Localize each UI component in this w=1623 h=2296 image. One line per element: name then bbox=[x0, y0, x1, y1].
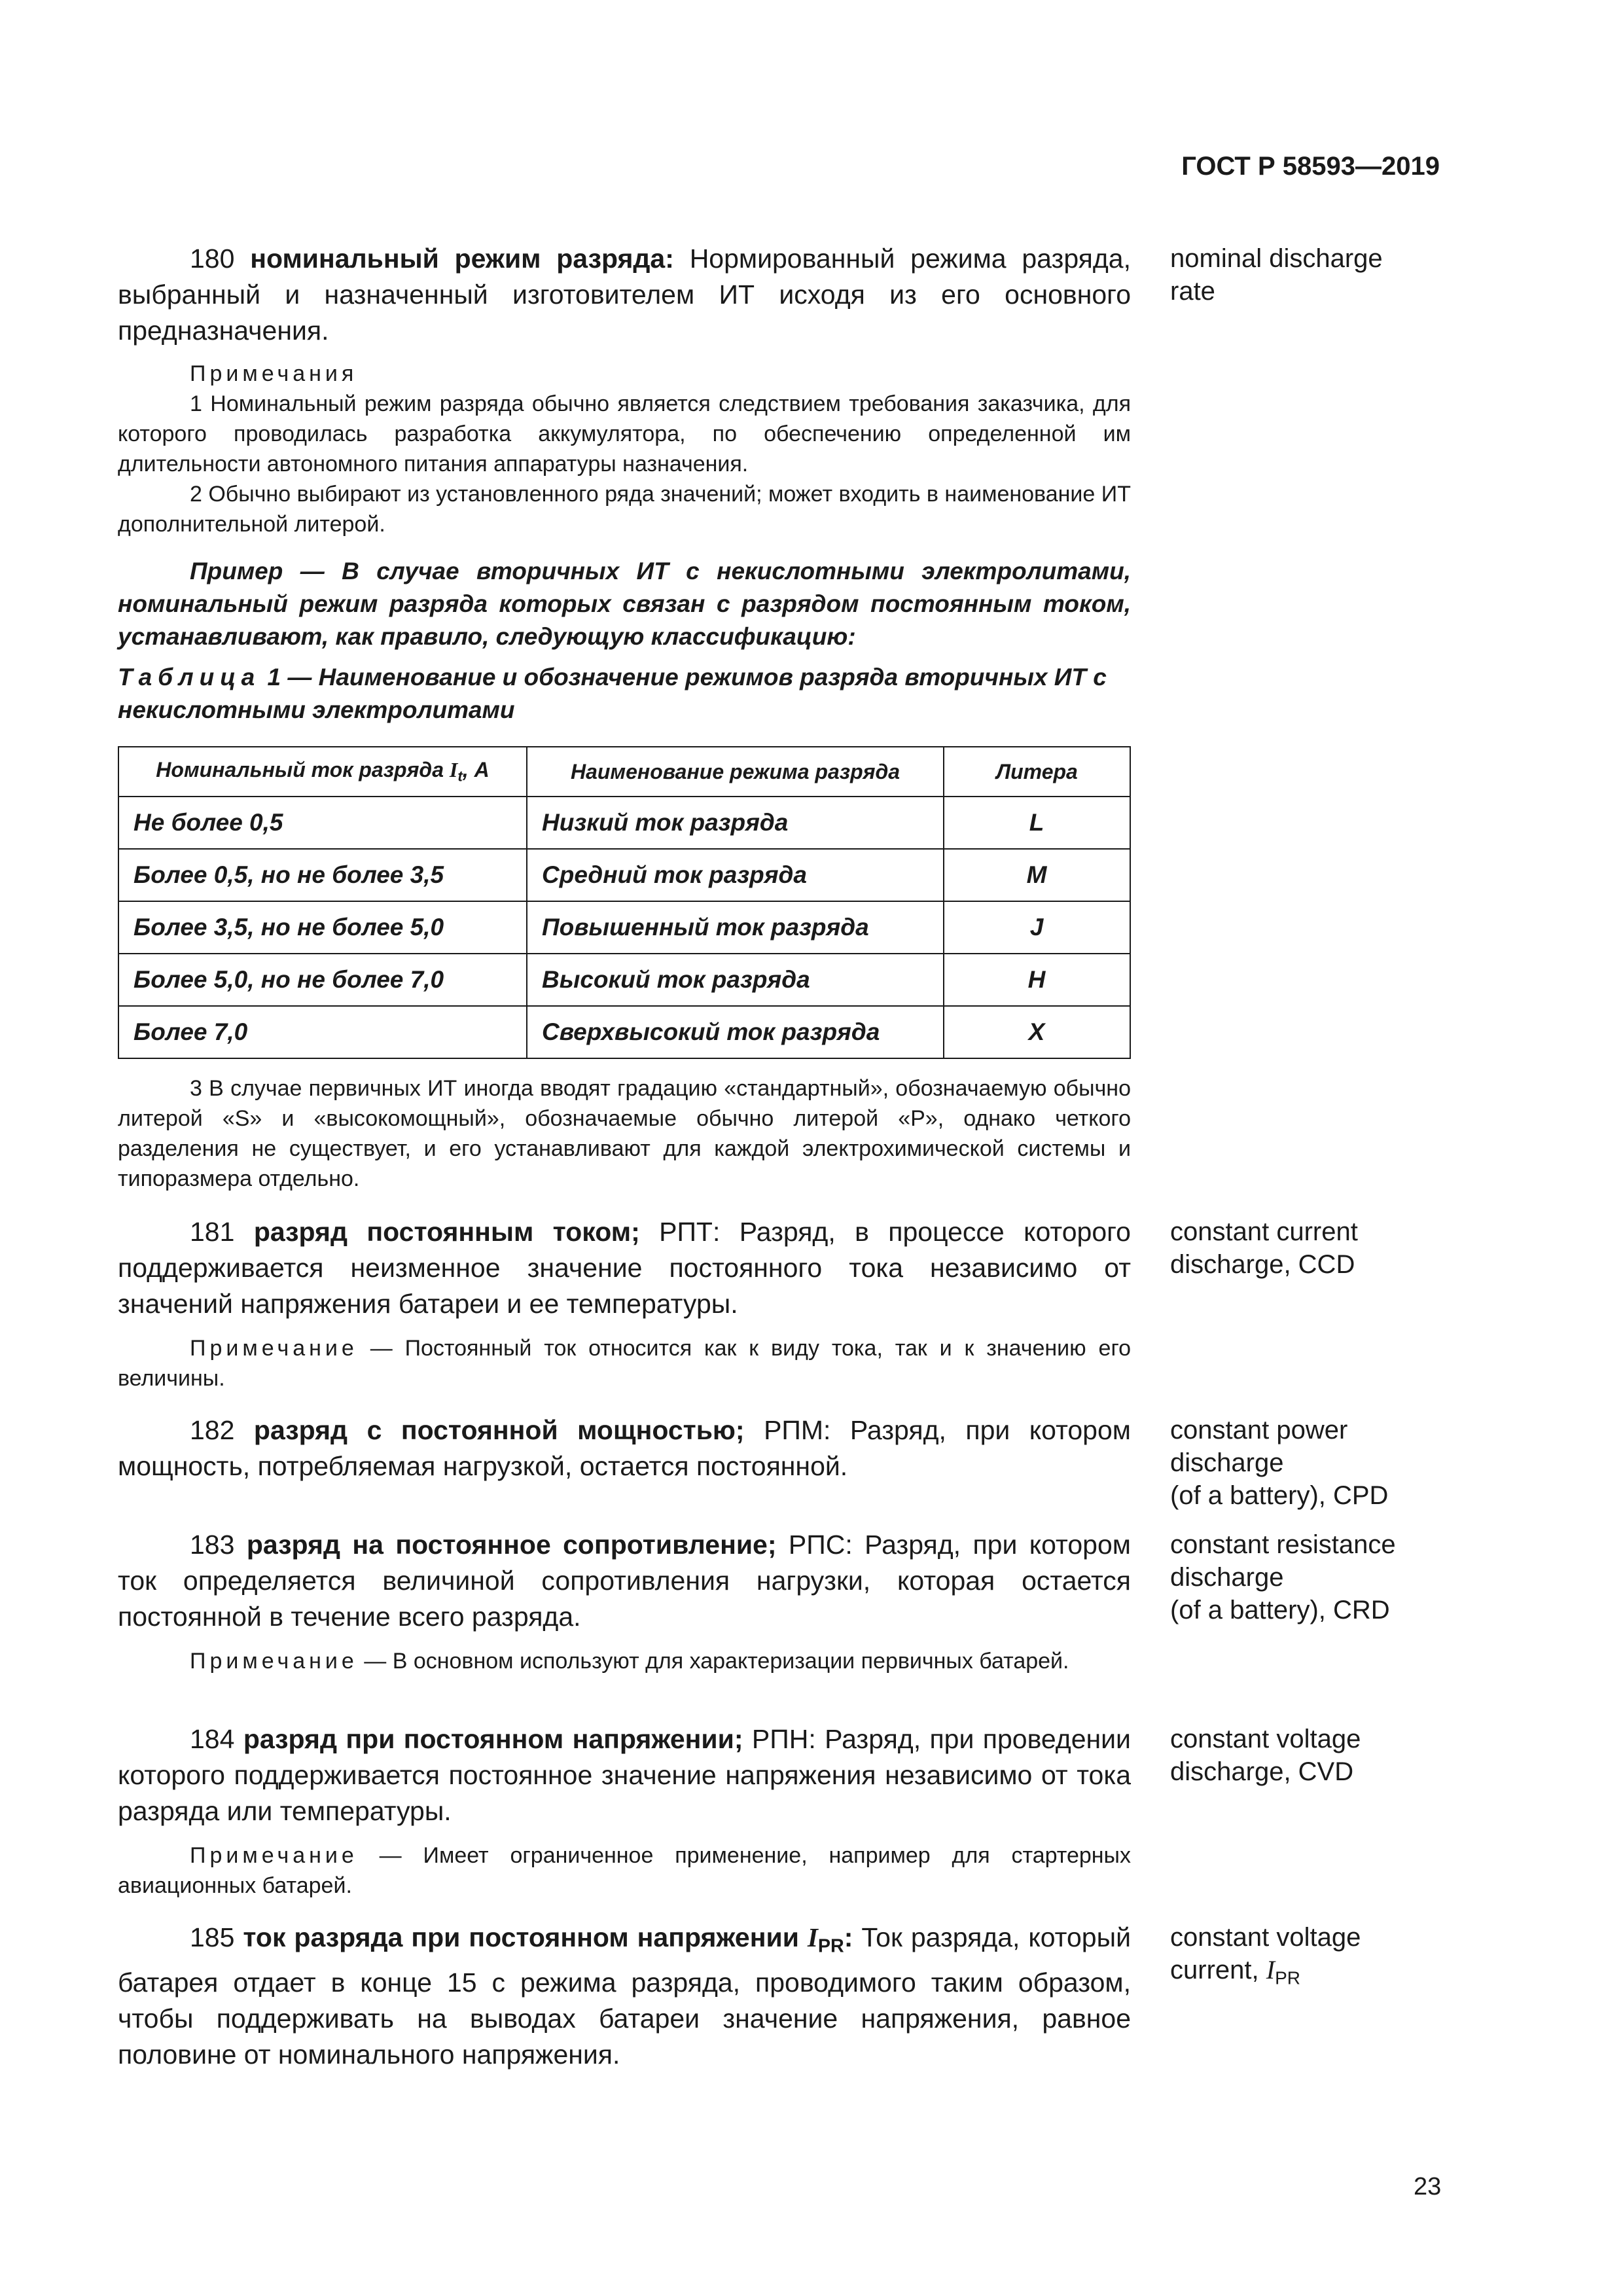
term-name: разряд на постоянное сопротивление; bbox=[246, 1530, 777, 1560]
notes-heading: Примечания bbox=[190, 361, 358, 386]
cell-mode-name: Средний ток разряда bbox=[527, 849, 944, 901]
term-symbol: I bbox=[807, 1922, 818, 1952]
note-1: 1 Номинальный режим разряда обычно является следствием требования заказчика, для которого проводилась разработка аккумулятора, по обеспечению определенной им длительности автономного питания аппаратуры назначения. bbox=[118, 391, 1131, 476]
term-183 bbox=[118, 1527, 1131, 1635]
term-number: 184 bbox=[190, 1724, 235, 1754]
table-header-row bbox=[118, 747, 1130, 797]
cell-letter: M bbox=[944, 849, 1130, 901]
table-row bbox=[118, 954, 1130, 1006]
english-term-line: discharge bbox=[1170, 1563, 1284, 1592]
table-row bbox=[118, 797, 1130, 849]
term-185-english bbox=[1170, 1921, 1510, 1994]
note-2: 2 Обычно выбирают из установленного ряда значений; может входить в наименование ИТ дополнительной литерой. bbox=[118, 482, 1131, 537]
term-184-english bbox=[1170, 1723, 1510, 1788]
english-term-line: discharge bbox=[1170, 1448, 1284, 1477]
note-label: Примечание bbox=[190, 1843, 358, 1868]
term-number: 182 bbox=[190, 1415, 235, 1445]
term-number: 185 bbox=[190, 1922, 235, 1952]
note-label: Примечание bbox=[190, 1649, 358, 1674]
cell-letter: J bbox=[944, 901, 1130, 954]
cell-current: Более 5,0, но не более 7,0 bbox=[118, 954, 527, 1006]
english-term-line: constant voltage bbox=[1170, 1923, 1361, 1952]
discharge-modes-table bbox=[118, 746, 1131, 1059]
term-definition: РПН: Разряд, при проведении которого поддерживается постоянное значение напряжения независимо от тока разряда или температуры. bbox=[118, 1724, 1131, 1826]
note-text: — В основном используют для характеризации первичных батарей. bbox=[364, 1649, 1069, 1674]
term-180 bbox=[118, 241, 1131, 349]
term-name: разряд при постоянном напряжении; bbox=[243, 1724, 743, 1754]
cell-mode-name: Повышенный ток разряда bbox=[527, 901, 944, 954]
document-number: ГОСТ Р 58593—2019 bbox=[1181, 152, 1440, 181]
term-185: 185 ток разряда при постоянном напряжении $I_{PR}$: Ток разряда, который батарея отдает в конце 15 с режима разряда, проводимого таким образом, чтобы поддерживать на выводах батареи значение напряжения, равное половине от номинального напряжения. bbox=[118, 1922, 1131, 2070]
term-182 bbox=[118, 1412, 1131, 1484]
table-row bbox=[118, 849, 1130, 901]
term-definition: РПТ: Разряд, в процессе которого поддерживается неизменное значение постоянного тока независимо от значений напряжения батареи и ее температуры. bbox=[118, 1217, 1131, 1319]
cell-letter: L bbox=[944, 797, 1130, 849]
note-183 bbox=[118, 1646, 1131, 1676]
term-number: 183 bbox=[190, 1530, 235, 1560]
column-header-current: Номинальный ток разряда $I_t$, А bbox=[118, 747, 527, 797]
page-number: 23 bbox=[1414, 2173, 1442, 2200]
term-name: разряд постоянным током; bbox=[253, 1217, 640, 1247]
column-header-letter: Литера bbox=[944, 747, 1130, 797]
english-term-line: constant power bbox=[1170, 1416, 1348, 1444]
note-184 bbox=[118, 1840, 1131, 1901]
cell-mode-name: Сверхвысокий ток разряда bbox=[527, 1006, 944, 1058]
cell-mode-name: Низкий ток разряда bbox=[527, 797, 944, 849]
english-term-line: constant resistance bbox=[1170, 1530, 1396, 1559]
cell-current: Более 0,5, но не более 3,5 bbox=[118, 849, 527, 901]
cell-letter: X bbox=[944, 1006, 1130, 1058]
column-header-mode-name: Наименование режима разряда bbox=[527, 747, 944, 797]
cell-letter: H bbox=[944, 954, 1130, 1006]
note-text: — Постоянный ток относится как к виду тока, так и к значению его величины. bbox=[118, 1336, 1132, 1391]
example-text: Пример — В случае вторичных ИТ с некислотными электролитами, номинальный режим разряда которых связан с разрядом постоянным током, устанавливают, как правило, следующую классификацию: bbox=[118, 558, 1131, 650]
table-caption-label: Таблица bbox=[118, 664, 261, 691]
term-number: 180 bbox=[190, 243, 235, 274]
term-definition: РПС: Разряд, при котором ток определяется величиной сопротивления нагрузки, которая остается постоянной в течение всего разряда. bbox=[118, 1530, 1131, 1632]
term-definition: РПМ: Разряд, при котором мощность, потребляемая нагрузкой, остается постоянной. bbox=[118, 1415, 1131, 1481]
term-definition: Ток разряда, который батарея отдает в конце 15 с режима разряда, проводимого таким образом, чтобы поддерживать на выводах батареи значение напряжения, равное половине от номинального напряжения. bbox=[118, 1922, 1131, 2070]
term-180-english bbox=[1170, 242, 1510, 308]
cell-current: Более 3,5, но не более 5,0 bbox=[118, 901, 527, 954]
term-name: разряд с постоянной мощностью; bbox=[253, 1415, 745, 1445]
note-181 bbox=[118, 1333, 1131, 1393]
cell-mode-name: Высокий ток разряда bbox=[527, 954, 944, 1006]
cell-current: Более 7,0 bbox=[118, 1006, 527, 1058]
cell-current: Не более 0,5 bbox=[118, 797, 527, 849]
english-term-line: constant voltage bbox=[1170, 1725, 1361, 1753]
term-182-english bbox=[1170, 1414, 1510, 1512]
term-181-english bbox=[1170, 1215, 1510, 1281]
english-term-line: nominal discharge bbox=[1170, 244, 1383, 273]
table-row bbox=[118, 1006, 1130, 1058]
term-184 bbox=[118, 1721, 1131, 1829]
term-name: ток разряда при постоянном напряжении bbox=[243, 1922, 799, 1952]
note-text: — Имеет ограниченное применение, например для стартерных авиационных батарей. bbox=[118, 1843, 1131, 1898]
table-row bbox=[118, 901, 1130, 954]
term-definition: Нормированный режима разряда, выбранный и назначенный изготовителем ИТ исходя из его основного предназначения. bbox=[118, 243, 1131, 346]
english-term-line: discharge, CVD bbox=[1170, 1757, 1354, 1786]
term-183-english bbox=[1170, 1528, 1510, 1626]
term-symbol-subscript: PR bbox=[817, 1935, 844, 1957]
note-3: 3 В случае первичных ИТ иногда вводят градацию «стандартный», обозначаемую обычно литерой «S» и «высокомощный», обозначаемые обычно литерой «P», однако четкого разделения не существует, и его устанавливают для каждой электрохимической системы и типоразмера отдельно. bbox=[118, 1076, 1131, 1191]
notes-180 bbox=[118, 359, 1131, 539]
english-term-line: constant current bbox=[1170, 1217, 1358, 1246]
table-caption-text: 1 — Наименование и обозначение режимов разряда вторичных ИТ с некислотными электролитами bbox=[118, 664, 1107, 723]
table-caption bbox=[118, 661, 1131, 726]
english-term-line: (of a battery), CRD bbox=[1170, 1596, 1390, 1624]
term-181 bbox=[118, 1214, 1131, 1322]
term-name: номинальный режим разряда: bbox=[250, 243, 674, 274]
english-term-line: current, $I_{PR}$ bbox=[1170, 1955, 1300, 1988]
english-term-line: (of a battery), CPD bbox=[1170, 1481, 1389, 1510]
english-term-line: rate bbox=[1170, 277, 1215, 306]
term-number: 181 bbox=[190, 1217, 235, 1247]
note-label: Примечание bbox=[190, 1336, 358, 1361]
english-term-line: discharge, CCD bbox=[1170, 1250, 1355, 1279]
